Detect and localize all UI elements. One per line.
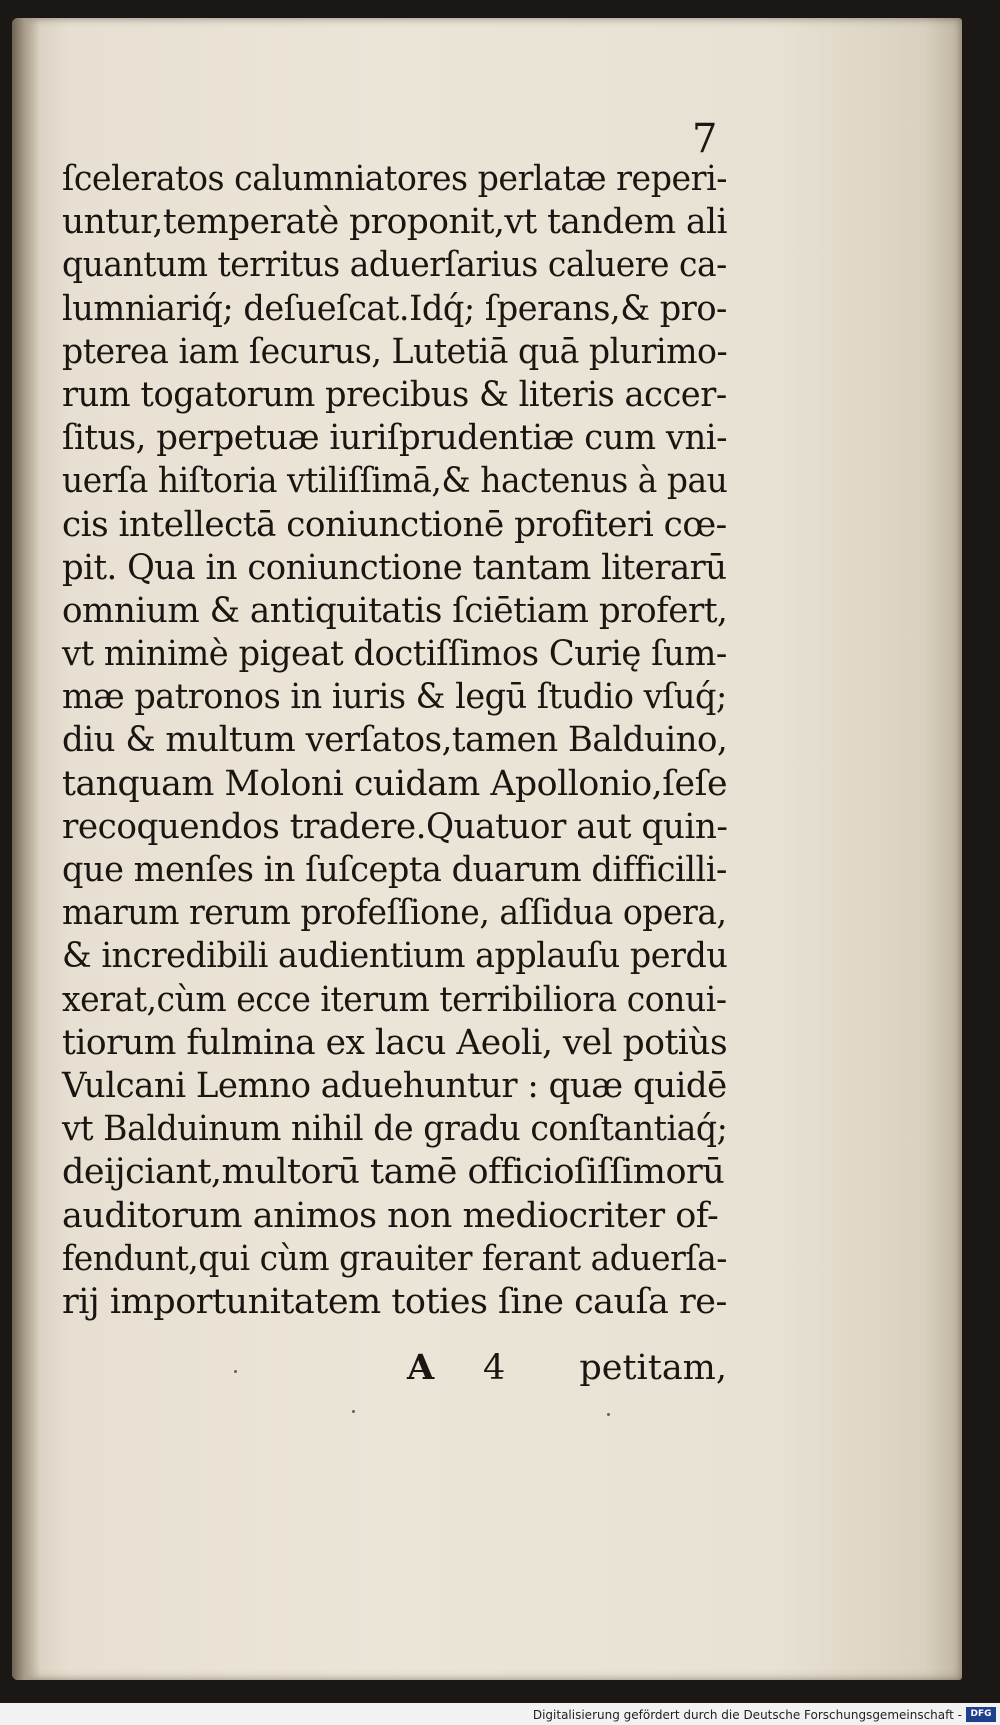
- text-line: marum rerum profeſſione, aſſidua opera,: [62, 893, 727, 934]
- text-line: omnium & antiquitatis ſciētiam profert,: [62, 590, 728, 631]
- digitization-credit: Digitalisierung gefördert durch die Deutsche Forschungsgemeinschaft -: [532, 1708, 962, 1722]
- text-line: untur,temperatè proponit,vt tandem ali: [62, 202, 728, 243]
- text-line: ſitus, perpetuæ iuriſprudentiæ cum vni-: [62, 418, 728, 459]
- text-line: ſceleratos calumniatores perlatæ reperi-: [62, 159, 727, 199]
- catchword: petitam,: [579, 1348, 727, 1388]
- signature-number: 4: [483, 1348, 506, 1388]
- page-gutter: [12, 18, 40, 1680]
- paper-speck: [234, 1370, 237, 1373]
- text-line: tanquam Moloni cuidam Apollonio,ſeſe: [62, 763, 728, 804]
- paper-speck: [352, 1410, 355, 1413]
- text-line: mæ patronos in iuris & legū ſtudio vſuq́;: [62, 677, 727, 718]
- dfg-logo: DFG: [966, 1707, 996, 1722]
- text-line: & incredibili audientium applauſu perdu: [62, 936, 728, 977]
- signature-mark: A: [407, 1347, 435, 1388]
- paper-speck: [607, 1413, 610, 1416]
- page-number: 7: [692, 116, 718, 162]
- text-line: cis intellectā coniunctionē profiteri cœ-: [62, 504, 727, 545]
- text-line: rij importunitatem toties ſine cauſa re-: [62, 1281, 727, 1322]
- text-line: pterea iam ſecurus, Lutetiā quā plurimo-: [62, 331, 728, 372]
- text-line: tiorum fulmina ex lacu Aeoli, vel potiùs: [62, 1022, 728, 1063]
- text-line: Vulcani Lemno aduehuntur : quæ quidē: [62, 1065, 727, 1106]
- text-line: quantum territus aduerſarius caluere ca-: [62, 245, 727, 286]
- text-line: recoquendos tradere.Quatuor aut quin-: [62, 806, 728, 847]
- text-line: vt minimè pigeat doctiſſimos Curię ſum-: [62, 634, 727, 675]
- text-line: rum togatorum precibus & literis accer-: [62, 374, 727, 415]
- body-text: [62, 158, 727, 1324]
- text-line: vt Balduinum nihil de gradu conſtantiaq́;: [62, 1109, 728, 1150]
- text-line: lumniariq́; deſueſcat.Idq́; ſperans,& pro-: [62, 288, 727, 329]
- text-line: auditorum animos non mediocriter of-: [62, 1195, 719, 1236]
- text-line: diu & multum verſatos,tamen Balduino,: [62, 720, 728, 761]
- text-line: deijciant,multorū tamē officioſiſſimorū: [62, 1152, 725, 1193]
- text-line: fendunt,qui cùm grauiter ferant aduerſa-: [62, 1238, 727, 1279]
- text-line: pit. Qua in coniunctione tantam literarū: [62, 547, 727, 588]
- page-footer: [407, 1343, 727, 1393]
- book-page: [12, 18, 962, 1680]
- text-line: xerat,cùm ecce iterum terribiliora conui-: [62, 979, 727, 1020]
- credit-bar: [0, 1703, 1000, 1725]
- text-line: uerſa hiſtoria vtiliſſimā,& hactenus à pau: [62, 461, 728, 502]
- text-line: que menſes in ſuſcepta duarum difficilli-: [62, 850, 727, 890]
